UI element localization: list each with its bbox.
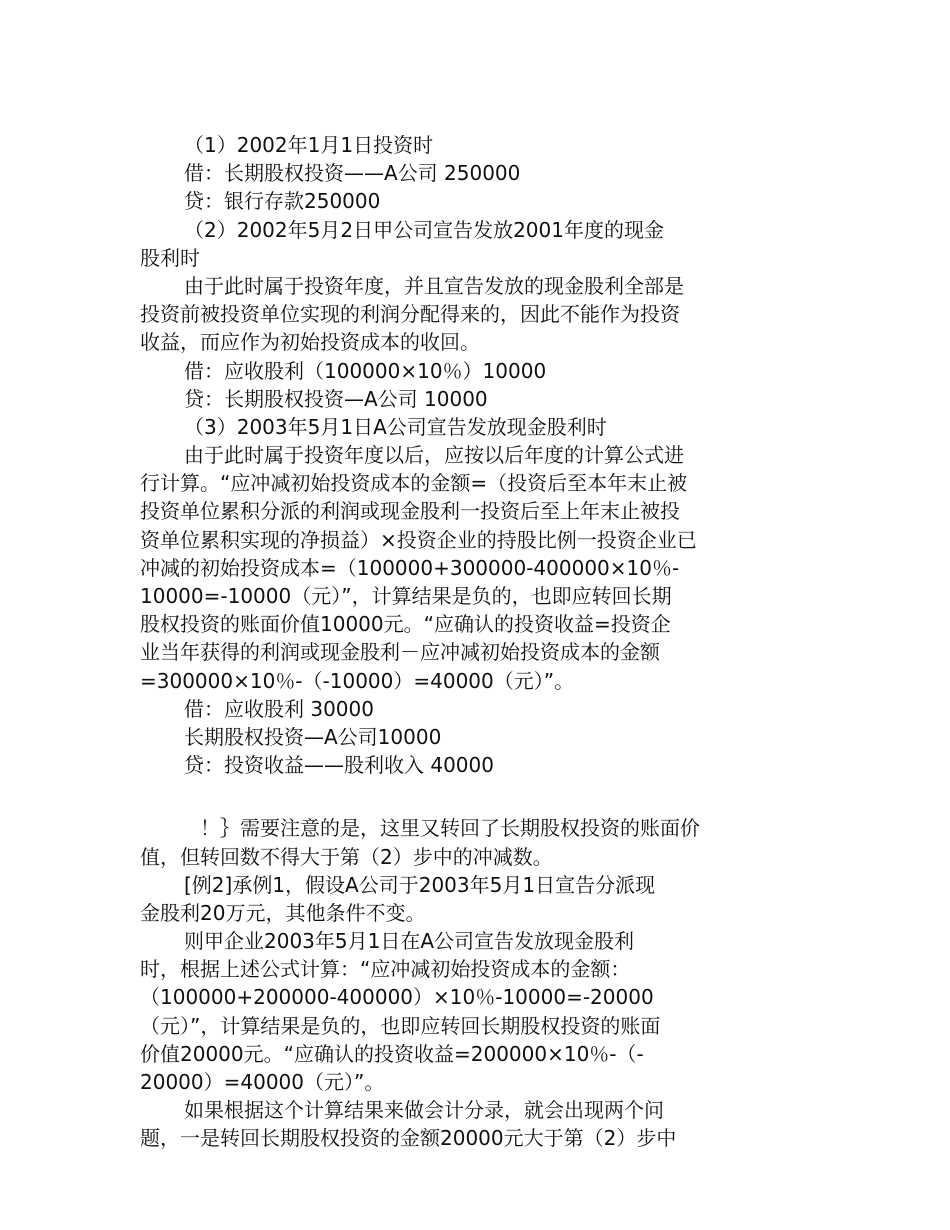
paragraph	[140, 695, 760, 723]
text-line: 由于此时属于投资年度，并且宣告发放的现金股利全部是	[184, 273, 684, 298]
text-line: 借：应收股利 30000	[184, 696, 374, 721]
text-line: 业当年获得的利润或现金股利－应冲减初始投资成本的金额	[140, 640, 660, 665]
paragraph	[140, 272, 760, 357]
note-paragraph	[140, 814, 760, 870]
text-line: ！｝需要注意的是，这里又转回了长期股权投资的账面价	[200, 816, 700, 841]
paragraph	[140, 723, 760, 751]
text-line: 借：长期股权投资——A公司 250000	[184, 161, 521, 186]
text-line: 长期股权投资—A公司10000	[184, 724, 442, 749]
text-line: 贷：投资收益——股利收入 40000	[184, 753, 494, 778]
text-line: 冲减的初始投资成本=（100000+300000-400000×10％-	[140, 555, 680, 580]
paragraph	[140, 413, 760, 441]
text-line: 资单位累积实现的净损益）×投资企业的持股比例一投资企业已	[140, 527, 697, 552]
text-line: （1）2002年1月1日投资时	[184, 133, 434, 157]
paragraph	[140, 357, 760, 385]
text-line: 价值20000元。“应确认的投资收益=200000×10％-（-	[140, 1041, 644, 1066]
paragraph	[140, 216, 760, 272]
text-line: 金股利20万元，其他条件不变。	[140, 900, 426, 925]
text-line: 行计算。“应冲减初始投资成本的金额=（投资后至本年末止被	[140, 471, 688, 496]
document-body	[140, 131, 760, 779]
text-line: 借：应收股利（100000×10％）10000	[184, 358, 547, 383]
text-line: 10000=-10000（元）”，计算结果是负的，也即应转回长期	[140, 584, 672, 608]
text-line: 贷：长期股权投资—A公司 10000	[184, 386, 488, 411]
text-line: 股利时	[140, 245, 200, 270]
text-line: 题，一是转回长期股权投资的金额20000元大于第（2）步中	[140, 1126, 677, 1151]
paragraph	[140, 159, 760, 187]
document-page	[140, 131, 760, 1153]
text-line: =300000×10％-（-10000）=40000（元）”。	[140, 668, 575, 693]
text-line: 值，但转回数不得大于第（2）步中的冲减数。	[140, 844, 553, 869]
text-line: （100000+200000-400000）×10％-10000=-20000	[140, 985, 654, 1010]
text-line: 则甲企业2003年5月1日在A公司宣告发放现金股利	[184, 929, 635, 954]
text-line: [例2]承例1，假设A公司于2003年5月1日宣告分派现	[184, 872, 656, 897]
text-line: （2）2002年5月2日甲公司宣告发放2001年度的现金	[184, 217, 664, 242]
text-line: 时，根据上述公式计算：“应冲减初始投资成本的金额：	[140, 957, 631, 982]
text-line: 投资前被投资单位实现的利润分配得来的，因此不能作为投资	[140, 302, 680, 327]
paragraph	[140, 927, 760, 1096]
text-line: 收益，而应作为初始投资成本的收回。	[140, 330, 480, 355]
text-line: 贷：银行存款250000	[184, 189, 381, 214]
paragraph	[140, 751, 760, 779]
paragraph	[140, 385, 760, 413]
text-line: 20000）=40000（元）”。	[140, 1070, 385, 1094]
paragraph	[140, 441, 760, 695]
paragraph	[140, 871, 760, 927]
text-line: 如果根据这个计算结果来做会计分录，就会出现两个问	[184, 1098, 664, 1123]
text-line: 股权投资的账面价值10000元。“应确认的投资收益=投资企	[140, 612, 671, 637]
text-line: （元）”，计算结果是负的，也即应转回长期股权投资的账面	[140, 1013, 661, 1038]
text-line: （3）2003年5月1日A公司宣告发放现金股利时	[184, 414, 607, 439]
paragraph-gap	[140, 779, 760, 814]
document-body-continued	[140, 871, 760, 1153]
paragraph	[140, 131, 760, 159]
paragraph	[140, 187, 760, 215]
paragraph	[140, 1096, 760, 1152]
text-line: 投资单位累积分派的利润或现金股利一投资后至上年末止被投	[140, 499, 680, 524]
text-line: 由于此时属于投资年度以后，应按以后年度的计算公式进	[184, 443, 684, 468]
